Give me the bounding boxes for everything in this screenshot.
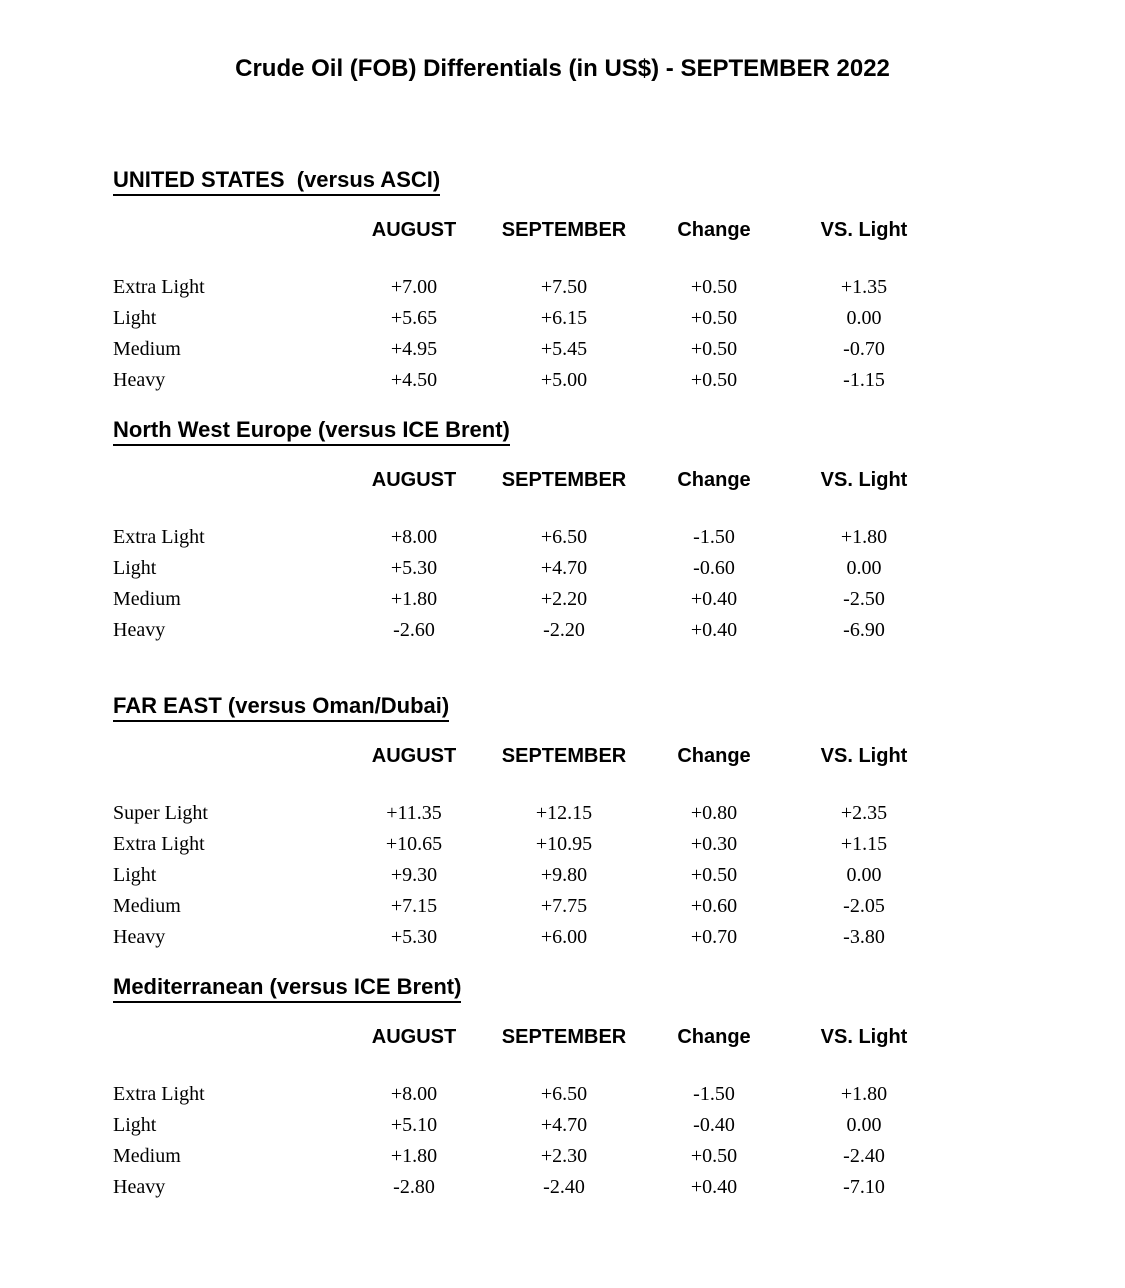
column-header-spacer: [113, 468, 339, 492]
table-body: [113, 272, 1063, 396]
cell-change: +0.80: [690, 802, 738, 824]
cell-september: +5.00: [540, 369, 588, 391]
cell-september: -2.40: [543, 1176, 585, 1198]
column-header-september: SEPTEMBER: [501, 745, 627, 767]
cell-september: +4.70: [540, 557, 588, 579]
cell-august: +9.30: [390, 864, 438, 886]
cell-vs-light: +1.35: [840, 276, 888, 298]
cell-august: +1.80: [390, 1145, 438, 1167]
column-header-september: SEPTEMBER: [501, 1026, 627, 1048]
cell-august: +5.30: [390, 557, 438, 579]
cell-september: +12.15: [535, 802, 593, 824]
column-header-change: Change: [677, 1026, 751, 1048]
section-heading: North West Europe (versus ICE Brent): [113, 418, 510, 446]
table-row: [113, 1079, 1063, 1110]
table-row: [113, 615, 1063, 646]
cell-august: -2.60: [393, 619, 435, 641]
cell-september: +9.80: [540, 864, 588, 886]
cell-vs-light: -7.10: [843, 1176, 885, 1198]
column-header-spacer: [113, 1025, 339, 1049]
column-header-vs-light: VS. Light: [820, 469, 908, 491]
cell-vs-light: -3.80: [843, 926, 885, 948]
table-row: [113, 584, 1063, 615]
cell-september: +6.15: [540, 307, 588, 329]
cell-august: +4.50: [390, 369, 438, 391]
row-label: Heavy: [113, 1176, 166, 1198]
table-row: [113, 334, 1063, 365]
column-header-vs-light: VS. Light: [820, 219, 908, 241]
cell-vs-light: -2.50: [843, 588, 885, 610]
table-row: [113, 829, 1063, 860]
column-header-august: AUGUST: [371, 219, 457, 241]
cell-august: +11.35: [386, 802, 442, 824]
cell-september: +2.30: [540, 1145, 588, 1167]
cell-september: +6.50: [540, 1083, 588, 1105]
table-row: [113, 1141, 1063, 1172]
cell-vs-light: -2.05: [843, 895, 885, 917]
row-label: Extra Light: [113, 526, 205, 548]
row-label: Heavy: [113, 369, 166, 391]
cell-vs-light: +2.35: [840, 802, 888, 824]
section-united-states: [113, 168, 1063, 396]
cell-vs-light: +1.80: [840, 1083, 888, 1105]
section-mediterranean: [113, 975, 1063, 1203]
cell-change: +0.60: [690, 895, 738, 917]
cell-august: +4.95: [390, 338, 438, 360]
cell-change: +0.50: [690, 338, 738, 360]
column-header-spacer: [113, 744, 339, 768]
cell-august: +7.00: [390, 276, 438, 298]
table-row: [113, 303, 1063, 334]
cell-change: -1.50: [693, 526, 735, 548]
row-label: Extra Light: [113, 833, 205, 855]
cell-change: +0.40: [690, 588, 738, 610]
row-label: Extra Light: [113, 1083, 205, 1105]
cell-september: +2.20: [540, 588, 588, 610]
cell-september: +4.70: [540, 1114, 588, 1136]
column-header-august: AUGUST: [371, 469, 457, 491]
table-row: [113, 1110, 1063, 1141]
row-label: Medium: [113, 338, 181, 360]
column-header-vs-light: VS. Light: [820, 1026, 908, 1048]
cell-september: +6.00: [540, 926, 588, 948]
cell-change: -1.50: [693, 1083, 735, 1105]
table-row: [113, 860, 1063, 891]
cell-august: +5.10: [390, 1114, 438, 1136]
cell-september: +6.50: [540, 526, 588, 548]
cell-vs-light: -2.40: [843, 1145, 885, 1167]
column-header-spacer: [113, 218, 339, 242]
table-row: [113, 1172, 1063, 1203]
column-header-september: SEPTEMBER: [501, 219, 627, 241]
document-title: Crude Oil (FOB) Differentials (in US$) - SEPTEMBER 2022: [235, 55, 890, 82]
cell-change: +0.40: [690, 619, 738, 641]
cell-august: +1.80: [390, 588, 438, 610]
row-label: Extra Light: [113, 276, 205, 298]
cell-change: +0.40: [690, 1176, 738, 1198]
cell-change: +0.50: [690, 1145, 738, 1167]
section-heading: Mediterranean (versus ICE Brent): [113, 975, 461, 1003]
row-label: Medium: [113, 895, 181, 917]
cell-september: +7.50: [540, 276, 588, 298]
cell-september: +5.45: [540, 338, 588, 360]
column-header-change: Change: [677, 219, 751, 241]
table-row: [113, 798, 1063, 829]
cell-vs-light: +1.15: [840, 833, 888, 855]
column-header-change: Change: [677, 469, 751, 491]
cell-august: -2.80: [393, 1176, 435, 1198]
cell-change: +0.30: [690, 833, 738, 855]
cell-vs-light: 0.00: [846, 557, 882, 579]
cell-august: +7.15: [390, 895, 438, 917]
column-header-row: [113, 468, 1063, 492]
column-header-row: [113, 218, 1063, 242]
column-header-august: AUGUST: [371, 745, 457, 767]
cell-change: +0.50: [690, 369, 738, 391]
cell-vs-light: -6.90: [843, 619, 885, 641]
cell-change: +0.70: [690, 926, 738, 948]
column-header-vs-light: VS. Light: [820, 745, 908, 767]
column-header-change: Change: [677, 745, 751, 767]
table-body: [113, 1079, 1063, 1203]
table-row: [113, 522, 1063, 553]
section-north-west-europe: [113, 418, 1063, 646]
table-row: [113, 922, 1063, 953]
row-label: Light: [113, 1114, 157, 1136]
table-row: [113, 891, 1063, 922]
column-header-row: [113, 744, 1063, 768]
row-label: Light: [113, 307, 157, 329]
cell-vs-light: +1.80: [840, 526, 888, 548]
row-label: Medium: [113, 1145, 181, 1167]
cell-august: +5.30: [390, 926, 438, 948]
table-body: [113, 798, 1063, 953]
row-label: Medium: [113, 588, 181, 610]
table-row: [113, 272, 1063, 303]
cell-vs-light: -1.15: [843, 369, 885, 391]
cell-change: -0.40: [693, 1114, 735, 1136]
row-label: Heavy: [113, 926, 166, 948]
cell-august: +5.65: [390, 307, 438, 329]
cell-change: +0.50: [690, 307, 738, 329]
section-heading: FAR EAST (versus Oman/Dubai): [113, 694, 449, 722]
row-label: Light: [113, 864, 157, 886]
cell-vs-light: 0.00: [846, 864, 882, 886]
cell-august: +8.00: [390, 526, 438, 548]
section-far-east: [113, 694, 1063, 953]
row-label: Super Light: [113, 802, 208, 824]
row-label: Heavy: [113, 619, 166, 641]
column-header-september: SEPTEMBER: [501, 469, 627, 491]
cell-change: +0.50: [690, 864, 738, 886]
column-header-august: AUGUST: [371, 1026, 457, 1048]
table-row: [113, 365, 1063, 396]
cell-vs-light: 0.00: [846, 1114, 882, 1136]
cell-september: -2.20: [543, 619, 585, 641]
cell-change: -0.60: [693, 557, 735, 579]
table-body: [113, 522, 1063, 646]
cell-august: +8.00: [390, 1083, 438, 1105]
cell-vs-light: -0.70: [843, 338, 885, 360]
section-heading: UNITED STATES (versus ASCI): [113, 168, 440, 196]
column-header-row: [113, 1025, 1063, 1049]
cell-vs-light: 0.00: [846, 307, 882, 329]
table-row: [113, 553, 1063, 584]
cell-september: +10.95: [535, 833, 593, 855]
cell-change: +0.50: [690, 276, 738, 298]
cell-august: +10.65: [385, 833, 443, 855]
cell-september: +7.75: [540, 895, 588, 917]
row-label: Light: [113, 557, 157, 579]
